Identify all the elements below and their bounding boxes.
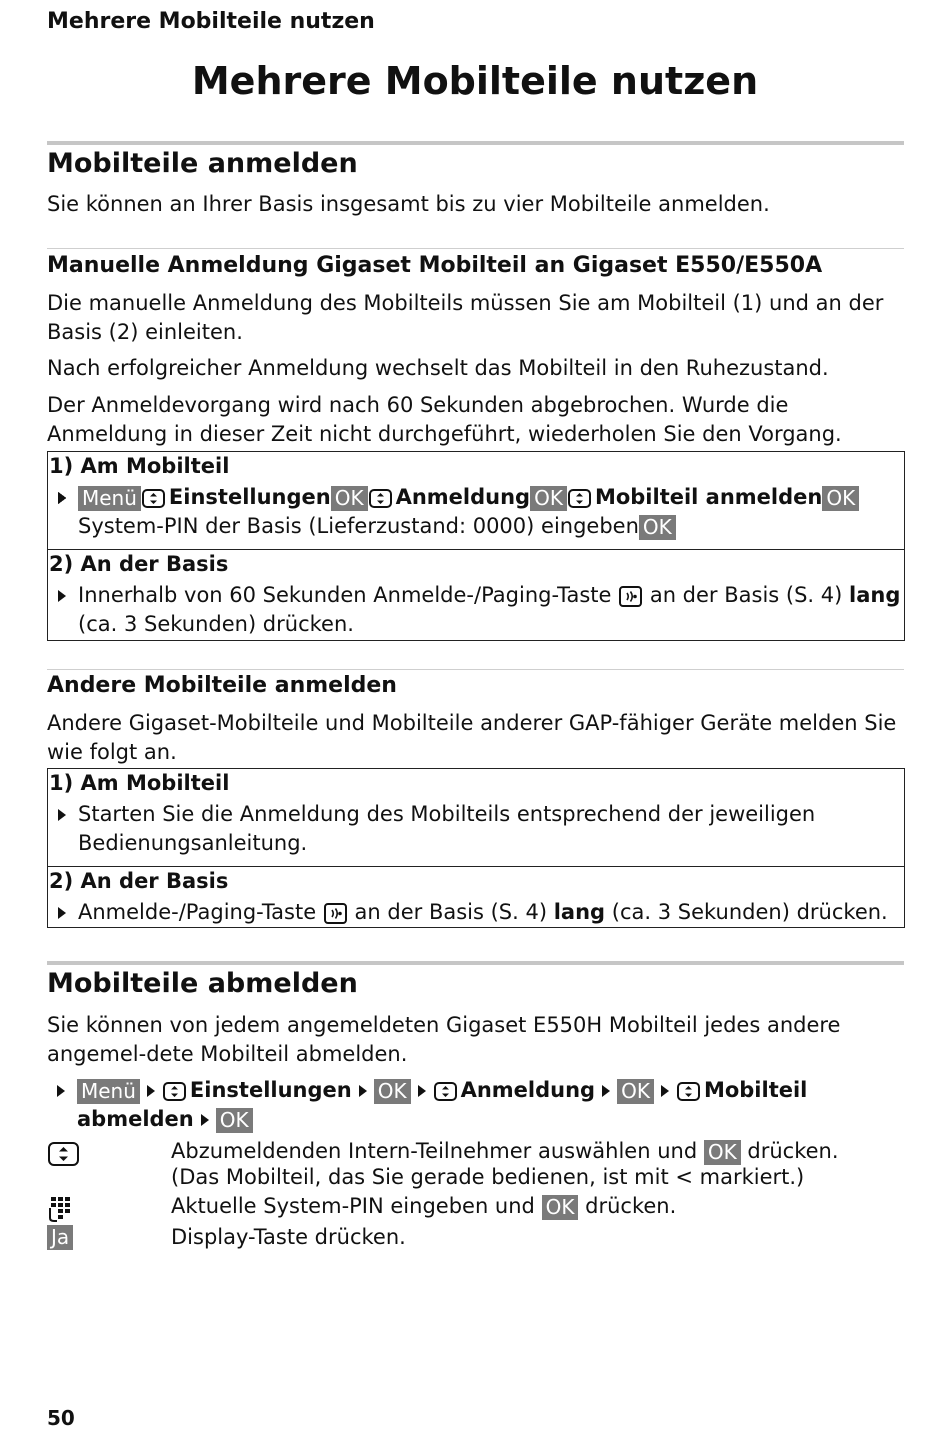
arrow-icon bbox=[418, 1085, 426, 1097]
menu-item-registration: Anmeldung bbox=[395, 485, 531, 509]
arrow-icon bbox=[602, 1085, 610, 1097]
nav-key-icon bbox=[368, 488, 393, 509]
step1-after: drücken. bbox=[747, 1139, 839, 1163]
step2-text: Aktuelle System-PIN eingeben und bbox=[171, 1194, 535, 1218]
menu-item-register-handset: Mobilteil anmelden bbox=[594, 485, 823, 509]
other-instructions-box bbox=[47, 768, 905, 928]
nav-key-icon bbox=[433, 1081, 458, 1102]
subsection-divider bbox=[47, 248, 904, 249]
nav-key-icon bbox=[567, 488, 592, 509]
step-arrow-icon bbox=[58, 809, 66, 821]
ok-softkey: OK bbox=[704, 1140, 741, 1165]
deregister-step-2 bbox=[171, 1193, 676, 1220]
paging-key-icon bbox=[618, 585, 643, 608]
yes-softkey: Ja bbox=[47, 1225, 73, 1250]
box-step1-title: 1) Am Mobilteil bbox=[49, 771, 230, 795]
section-divider bbox=[47, 961, 904, 965]
ok-softkey: OK bbox=[374, 1079, 411, 1104]
ok-softkey: OK bbox=[530, 486, 567, 511]
step2-after: drücken. bbox=[585, 1194, 677, 1218]
paging-key-icon bbox=[323, 902, 348, 925]
basis-bold: lang bbox=[849, 583, 901, 607]
menu-item-settings: Einstellungen bbox=[189, 1078, 352, 1102]
box-step2-title: 2) An der Basis bbox=[49, 869, 229, 893]
register-intro: Sie können an Ihrer Basis insgesamt bis zu vier Mobilteile anmelden. bbox=[47, 192, 770, 216]
arrow-icon bbox=[661, 1085, 669, 1097]
ok-softkey: OK bbox=[617, 1079, 654, 1104]
ok-softkey: OK bbox=[639, 515, 676, 540]
section-divider bbox=[47, 141, 904, 145]
subsection-divider bbox=[47, 669, 904, 670]
manual-paragraph-2: Nach erfolgreicher Anmeldung wechselt das Mobilteil in den Ruhezustand. bbox=[47, 356, 829, 380]
running-header: Mehrere Mobilteile nutzen bbox=[47, 9, 375, 34]
nav-key-icon bbox=[47, 1141, 80, 1171]
deregister-step-1 bbox=[171, 1138, 839, 1165]
box-step1-body bbox=[48, 800, 904, 866]
step2-bold: lang bbox=[553, 900, 606, 924]
step-arrow-icon bbox=[58, 590, 66, 602]
menu-softkey: Menü bbox=[77, 1079, 140, 1104]
arrow-icon bbox=[147, 1085, 155, 1097]
deregister-procedure bbox=[47, 1076, 907, 1134]
box-step1-body bbox=[48, 483, 904, 549]
deregister-step-1-note: (Das Mobilteil, das Sie gerade bedienen, ist mit < markiert.) bbox=[171, 1165, 805, 1189]
page-title: Mehrere Mobilteile nutzen bbox=[191, 59, 759, 103]
menu-item-registration: Anmeldung bbox=[460, 1078, 596, 1102]
manual-paragraph-1: Die manuelle Anmeldung des Mobilteils müssen Sie am Mobilteil (1) und an der Basis (2) einleiten. bbox=[47, 291, 884, 344]
menu-item-settings: Einstellungen bbox=[168, 485, 331, 509]
deregister-intro: Sie können von jedem angemeldeten Gigaset E550H Mobilteil jedes andere angemel-dete Mobilteil abmelden. bbox=[47, 1013, 841, 1066]
box-step1-title: 1) Am Mobilteil bbox=[49, 454, 230, 478]
menu-item-deregister: Mobilteil abmelden bbox=[77, 1078, 808, 1131]
box-step2-body bbox=[48, 581, 904, 643]
basis-text-c: (ca. 3 Sekunden) drücken. bbox=[78, 612, 354, 636]
page-number: 50 bbox=[47, 1406, 75, 1430]
ok-softkey: OK bbox=[216, 1108, 253, 1133]
step2-text-a: Anmelde-/Paging-Taste bbox=[78, 900, 317, 924]
other-intro: Andere Gigaset-Mobilteile und Mobilteile anderer GAP-fähiger Geräte melden Sie wie folgt an. bbox=[47, 711, 897, 764]
step1-text: Starten Sie die Anmeldung des Mobilteils entsprechend der jeweiligen Bedienungsanleitung. bbox=[78, 802, 816, 855]
basis-text-b: an der Basis (S. 4) bbox=[649, 583, 843, 607]
ok-softkey: OK bbox=[822, 486, 859, 511]
step-arrow-icon bbox=[57, 1085, 65, 1097]
arrow-icon bbox=[359, 1085, 367, 1097]
manual-instructions-box bbox=[47, 451, 905, 641]
step2-text-b: an der Basis (S. 4) bbox=[354, 900, 548, 924]
nav-key-icon bbox=[162, 1081, 187, 1102]
ok-softkey: OK bbox=[331, 486, 368, 511]
box-step2-body bbox=[48, 898, 904, 931]
arrow-icon bbox=[201, 1114, 209, 1126]
step2-text-c: (ca. 3 Sekunden) drücken. bbox=[611, 900, 888, 924]
subsection-heading-other: Andere Mobilteile anmelden bbox=[47, 673, 397, 698]
box-step2-title: 2) An der Basis bbox=[49, 552, 229, 576]
manual-paragraph-3: Der Anmeldevorgang wird nach 60 Sekunden abgebrochen. Wurde die Anmeldung in dieser Zeit nicht durchgeführt, wiederholen Sie den Vorgang. bbox=[47, 393, 842, 446]
ok-softkey: OK bbox=[542, 1195, 579, 1220]
section-heading-register: Mobilteile anmelden bbox=[47, 148, 358, 179]
keypad-icon bbox=[47, 1196, 75, 1226]
step-arrow-icon bbox=[58, 907, 66, 919]
pin-instruction: System-PIN der Basis (Lieferzustand: 0000) eingeben bbox=[78, 514, 639, 538]
subsection-heading-manual: Manuelle Anmeldung Gigaset Mobilteil an Gigaset E550/E550A bbox=[47, 253, 823, 278]
deregister-step-3: Display-Taste drücken. bbox=[171, 1225, 406, 1249]
nav-key-icon bbox=[676, 1081, 701, 1102]
arrow-icon bbox=[58, 492, 66, 504]
menu-softkey: Menü bbox=[78, 486, 141, 511]
nav-key-icon bbox=[141, 488, 166, 509]
step1-text: Abzumeldenden Intern-Teilnehmer auswählen und bbox=[171, 1139, 698, 1163]
basis-text-a: Innerhalb von 60 Sekunden Anmelde-/Paging-Taste bbox=[78, 583, 612, 607]
section-heading-deregister: Mobilteile abmelden bbox=[47, 968, 358, 999]
